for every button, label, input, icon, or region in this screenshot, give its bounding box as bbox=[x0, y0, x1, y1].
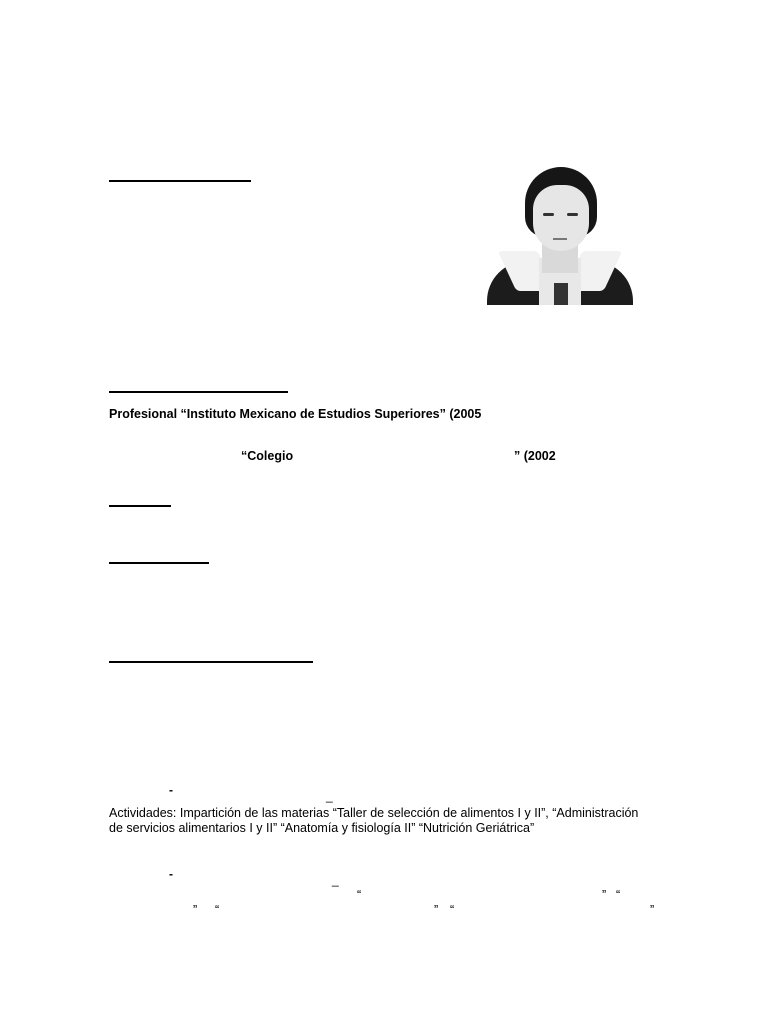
education-line-1: Profesional “Instituto Mexicano de Estudios Superiores” (2005 bbox=[109, 407, 482, 421]
experience-1-dash: - bbox=[169, 783, 173, 797]
experience-2-quote-7: “ bbox=[450, 903, 455, 917]
education-line-2-right: ” (2002 bbox=[514, 449, 556, 463]
section-rule-3 bbox=[109, 505, 171, 507]
experience-2-dash: - bbox=[169, 867, 173, 881]
experience-2-quote-3: “ bbox=[616, 888, 621, 902]
experience-1-activities-line-1: Actividades: Impartición de las materias “Taller de selección de alimentos I y II”, “Administración bbox=[109, 806, 639, 820]
section-rule-personal bbox=[109, 180, 251, 182]
experience-2-quote-6: ” bbox=[434, 903, 439, 917]
section-rule-experience bbox=[109, 661, 313, 663]
experience-2-quote-2: ” bbox=[602, 888, 607, 902]
experience-1-activities-line-2: de servicios alimentarios I y II” “Anatomía y fisiología II” “Nutrición Geriátrica” bbox=[109, 821, 535, 835]
experience-2-underscore: _ bbox=[332, 873, 339, 887]
experience-2-quote-8: ” bbox=[650, 903, 655, 917]
experience-2-quote-4: ” bbox=[193, 903, 198, 917]
experience-1-underscore: _ bbox=[326, 789, 333, 803]
profile-photo bbox=[487, 163, 633, 305]
section-rule-4 bbox=[109, 562, 209, 564]
experience-2-quote-1: “ bbox=[357, 888, 362, 902]
education-line-2-left: “Colegio bbox=[241, 449, 294, 463]
experience-2-quote-5: “ bbox=[215, 903, 220, 917]
section-rule-education bbox=[109, 391, 288, 393]
